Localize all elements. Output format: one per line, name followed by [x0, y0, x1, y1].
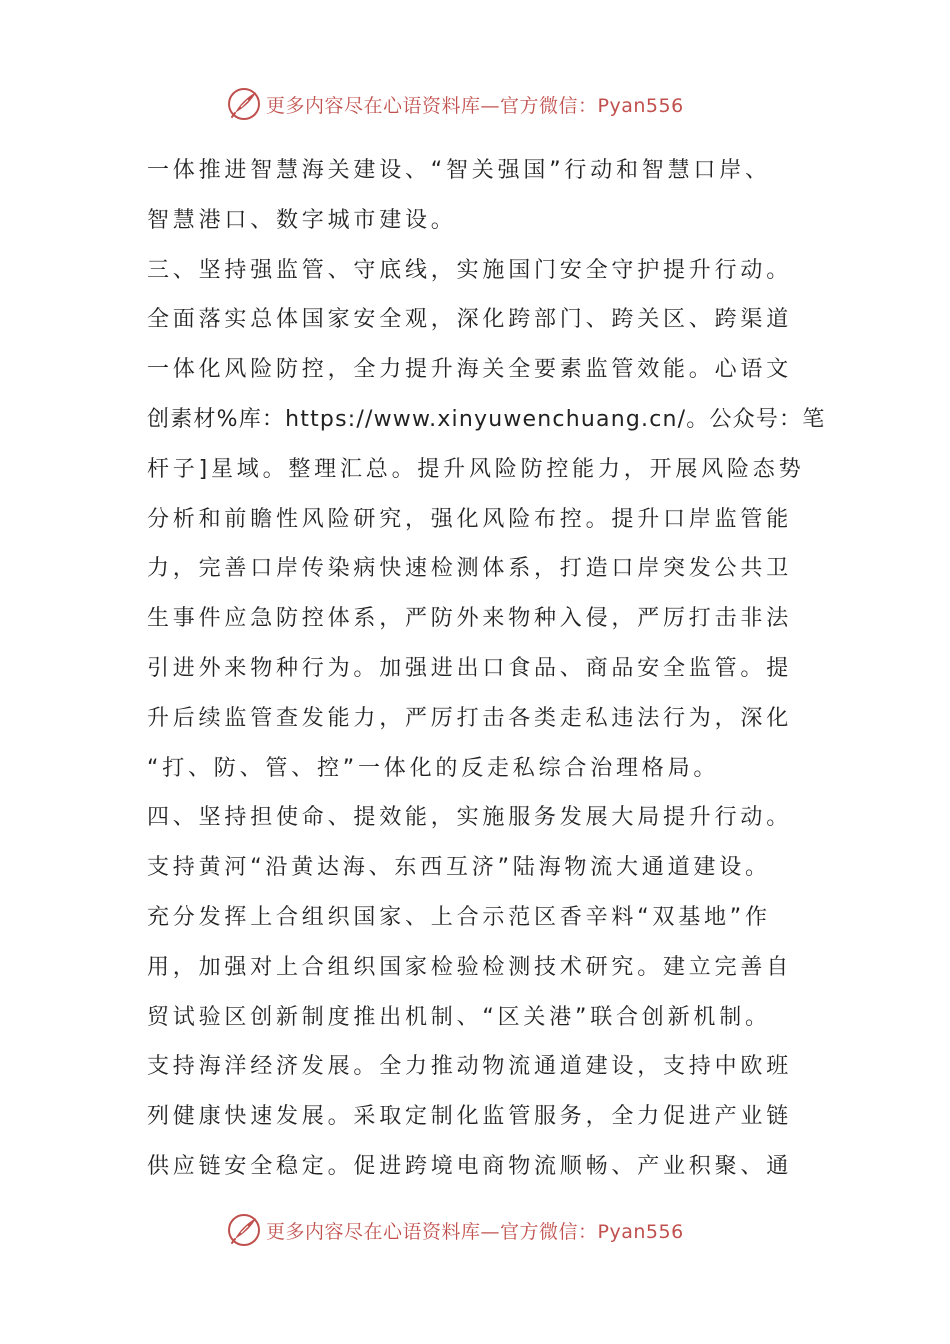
body-line: 充分发挥上合组织国家、上合示范区香辛料“双基地”作	[147, 904, 771, 930]
header-banner-text: 更多内容尽在心语资料库—官方微信：Pyan556	[266, 94, 684, 117]
body-line: 创素材%库：https://www.xinyuwenchuang.cn/。公众号：笔	[147, 406, 826, 432]
body-line: 力，完善口岸传染病快速检测体系，打造口岸突发公共卫	[147, 556, 793, 582]
body-line: 支持黄河“沿黄达海、东西互济”陆海物流大通道建设。	[147, 855, 771, 881]
body-line: 分析和前瞻性风险研究，强化风险布控。提升口岸监管能	[147, 506, 793, 532]
body-line: 全面落实总体国家安全观，深化跨部门、跨关区、跨渠道	[147, 307, 793, 333]
body-line: 供应链安全稳定。促进跨境电商物流顺畅、产业积聚、通	[147, 1153, 793, 1179]
body-line: 引进外来物种行为。加强进出口食品、商品安全监管。提	[147, 655, 793, 681]
footer-banner	[226, 1210, 726, 1250]
body-line: 一体推进智慧海关建设、“智关强国”行动和智慧口岸、	[147, 158, 771, 183]
body-line: 一体化风险防控，全力提升海关全要素监管效能。心语文	[147, 357, 793, 383]
quill-logo-icon	[226, 86, 262, 122]
body-line: 列健康快速发展。采取定制化监管服务，全力促进产业链	[147, 1104, 793, 1130]
body-line: 杆子]星域。整理汇总。提升风险防控能力，开展风险态势	[147, 456, 805, 482]
body-line: 四、坚持担使命、提效能，实施服务发展大局提升行动。	[147, 805, 793, 831]
header-wechat-id: Pyan556	[597, 94, 684, 117]
body-line: “打、防、管、控”一体化的反走私综合治理格局。	[147, 755, 720, 781]
footer-wechat-id: Pyan556	[597, 1220, 684, 1243]
body-line: 生事件应急防控体系，严防外来物种入侵，严厉打击非法	[147, 606, 793, 632]
quill-logo-icon	[226, 1212, 262, 1248]
body-line: 智慧港口、数字城市建设。	[147, 207, 457, 233]
body-line: 用，加强对上合组织国家检验检测技术研究。建立完善自	[147, 954, 793, 980]
footer-banner-text: 更多内容尽在心语资料库—官方微信：Pyan556	[266, 1220, 684, 1243]
body-line: 升后续监管查发能力，严厉打击各类走私违法行为，深化	[147, 705, 793, 731]
body-line: 三、坚持强监管、守底线，实施国门安全守护提升行动。	[147, 257, 793, 283]
header-banner	[226, 84, 726, 124]
body-line: 支持海洋经济发展。全力推动物流通道建设，支持中欧班	[147, 1054, 793, 1080]
document-body	[147, 146, 826, 1192]
body-line: 贸试验区创新制度推出机制、“区关港”联合创新机制。	[147, 1004, 771, 1030]
